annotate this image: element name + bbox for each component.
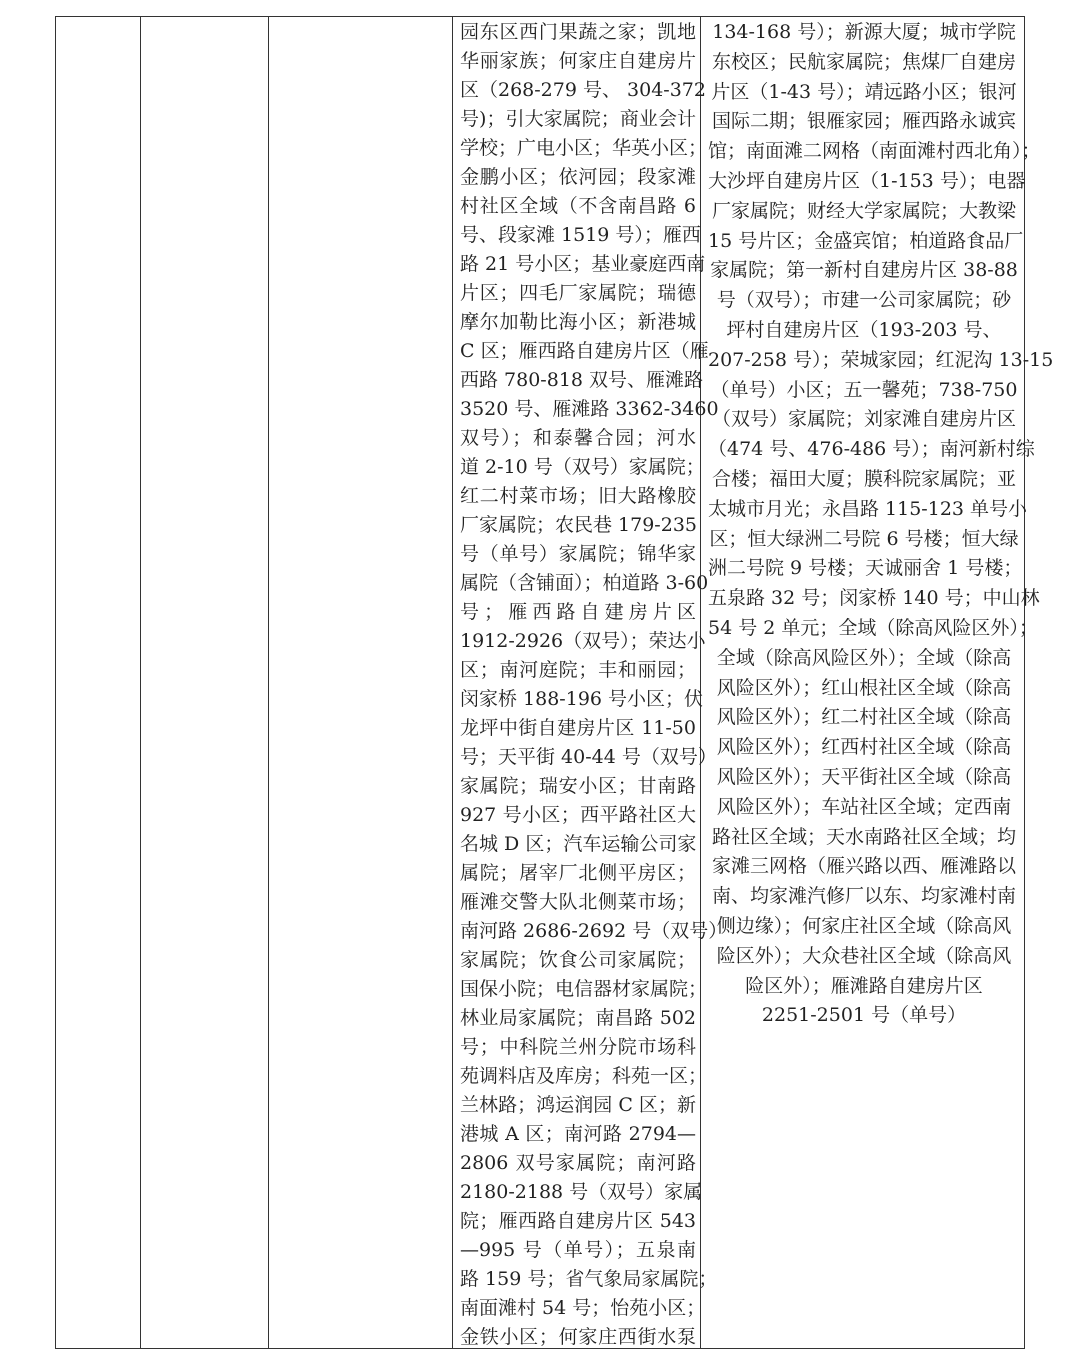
text-line: 东校区；民航家属院；焦煤厂自建房 xyxy=(711,50,1016,73)
text-line: 西路 780-818 双号、雁滩路 xyxy=(460,369,704,391)
text-line: 红二村菜市场；旧大路橡胶 xyxy=(460,485,696,507)
column-divider xyxy=(700,17,701,1348)
text-line: 号)；引大家属院；商业会计 xyxy=(460,108,696,130)
text-line: 15 号片区；金盛宾馆；柏道路食品厂 xyxy=(708,229,1024,252)
text-line: 风险区外）；天平街社区全域（除高 xyxy=(716,765,1012,788)
text-line: 家属院；瑞安小区；甘南路 xyxy=(460,775,696,797)
text-line: 风险区外）；红二村社区全域（除高 xyxy=(716,706,1012,729)
text-line: 厂家属院；农民巷 179-235 xyxy=(460,514,697,536)
text-line: 号；中科院兰州分院市场科 xyxy=(460,1036,696,1058)
cell-area-list-a xyxy=(460,18,728,1352)
text-line: 坪村自建房片区（193-203 号、 xyxy=(726,318,1002,341)
text-line: 风险区外）；车站社区全域；定西南 xyxy=(716,795,1012,818)
text-line: 207-258 号）；荣城家园；红泥沟 13-15 xyxy=(708,348,1054,371)
text-line: 国保小院；电信器材家属院； xyxy=(460,978,708,1000)
text-line: C 区；雁西路自建房片区（雁 xyxy=(460,340,709,362)
text-line: 属院；屠宰厂北侧平房区； xyxy=(460,862,696,884)
text-line: 风险区外）；红山根社区全域（除高 xyxy=(716,676,1012,699)
text-line: 家滩三网格（雁兴路以西、雁滩路以 xyxy=(711,855,1016,878)
text-line: 园东区西门果蔬之家；凯地 xyxy=(460,21,696,43)
column-divider xyxy=(140,17,141,1348)
text-line: 馆；南面滩二网格（南面滩村西北角）； xyxy=(708,140,1041,163)
column-divider xyxy=(452,17,453,1348)
text-line: 片区；四毛厂家属院；瑞德 xyxy=(460,282,696,304)
text-line: 南河路 2686-2692 号（双号） xyxy=(460,920,728,942)
text-line: —995 号（单号）；五泉南 xyxy=(460,1239,696,1261)
text-line: 太城市月光；永昌路 115-123 单号小 xyxy=(708,497,1028,520)
text-line: 金鹏小区；依河园；段家滩 xyxy=(460,166,696,188)
text-line: 3520 号、雁滩路 3362-3460 xyxy=(460,398,719,420)
text-line: 号（双号）；市建一公司家属院；砂 xyxy=(716,289,1012,312)
text-line: 号（单号）家属院；锦华家 xyxy=(460,543,696,565)
text-line: 村社区全域（不含南昌路 6 xyxy=(460,195,696,217)
text-line: 1912-2926（双号）；荣达小 xyxy=(460,630,706,652)
text-line: 家属院；饮食公司家属院； xyxy=(460,949,696,971)
text-line: 闵家桥 188-196 号小区；伏 xyxy=(460,688,704,710)
text-line: 南面滩村 54 号；怡苑小区； xyxy=(460,1297,706,1319)
text-line: 合楼；福田大厦；膜科院家属院；亚 xyxy=(711,467,1016,490)
text-line: 华丽家族；何家庄自建房片 xyxy=(460,50,696,72)
text-line: （单号）小区；五一馨苑；738-750 xyxy=(710,378,1018,401)
text-line: 区；南河庭院；丰和丽园； xyxy=(460,659,696,681)
text-line: 927 号小区；西平路社区大 xyxy=(460,804,696,826)
text-line: 2180-2188 号（双号）家属 xyxy=(460,1181,703,1203)
text-line: 路 159 号；省气象局家属院； xyxy=(460,1268,718,1290)
text-line: 南、均家滩汽修厂以东、均家滩村南 xyxy=(711,885,1016,908)
text-line: 54 号 2 单元；全域（除高风险区外）； xyxy=(708,616,1038,639)
text-line: 险区外）；雁滩路自建房片区 xyxy=(745,974,983,997)
text-line: 路 21 号小区；基业豪庭西南 xyxy=(460,253,706,275)
text-line: 侧边缘）；何家庄社区全域（除高风 xyxy=(716,914,1012,937)
text-line: 摩尔加勒比海小区；新港城 xyxy=(460,311,696,333)
text-line: 苑调料店及库房；科苑一区； xyxy=(460,1065,708,1087)
text-line: 属院（含铺面）；柏道路 3-60 xyxy=(460,572,709,594)
text-line: 片区（1-43 号）；靖远路小区；银河 xyxy=(711,80,1017,103)
text-line: 全域（除高风险区外）；全域（除高 xyxy=(716,646,1012,669)
text-line: 双号）；和泰馨合园；河水 xyxy=(460,427,696,449)
text-line: 名城 D 区；汽车运输公司家 xyxy=(460,833,697,855)
text-line: 国际二期；银雁家园；雁西路永诚宾 xyxy=(711,110,1016,133)
column-divider xyxy=(268,17,269,1348)
text-line: 兰林路；鸿运润园 C 区；新 xyxy=(460,1094,696,1116)
text-line: 险区外）；大众巷社区全域（除高风 xyxy=(716,944,1012,967)
text-line: 号；天平街 40-44 号（双号） xyxy=(460,746,717,768)
text-line: （双号）家属院；刘家滩自建房片区 xyxy=(711,408,1016,431)
text-line: 林业局家属院；南昌路 502 xyxy=(460,1007,696,1029)
text-line: 大沙坪自建房片区（1-153 号）；电器 xyxy=(708,169,1026,192)
text-line: 港城 A 区；南河路 2794— xyxy=(460,1123,696,1145)
text-line: 道 2-10 号（双号）家属院； xyxy=(460,456,705,478)
text-line: 区（268-279 号、 304-372 xyxy=(460,79,706,101)
text-line: 区；恒大绿洲二号院 6 号楼；恒大绿 xyxy=(709,527,1019,550)
text-line: 五泉路 32 号；闵家桥 140 号；中山林 xyxy=(708,587,1040,610)
text-line: 龙坪中街自建房片区 11-50 xyxy=(460,717,696,739)
text-line: 2806 双号家属院；南河路 xyxy=(460,1152,696,1174)
text-line: 2251-2501 号（单号） xyxy=(761,1004,967,1027)
text-line: 厂家属院；财经大学家属院；大教梁 xyxy=(711,199,1016,222)
text-line: 家属院；第一新村自建房片区 38-88 xyxy=(710,259,1018,282)
text-line: 134-168 号）；新源大厦；城市学院 xyxy=(712,21,1016,43)
text-line: 号、段家滩 1519 号）；雁西 xyxy=(460,224,701,246)
text-line: 金铁小区；何家庄西街水泵 xyxy=(460,1326,696,1348)
text-line: 风险区外）；红西村社区全域（除高 xyxy=(716,736,1012,759)
text-line: 学校；广电小区；华英小区； xyxy=(460,137,708,159)
text-line: 号；雁西路自建房片区 xyxy=(460,601,696,623)
text-line: （474 号、476-486 号）；南河新村综 xyxy=(708,438,1035,461)
text-line: 路社区全域；天水南路社区全域；均 xyxy=(711,825,1016,848)
text-line: 洲二号院 9 号楼；天诚丽舍 1 号楼； xyxy=(708,557,1023,580)
text-line: 雁滩交警大队北侧菜市场； xyxy=(460,891,696,913)
address-table xyxy=(55,16,1054,1349)
cell-area-list-b xyxy=(708,18,1054,1031)
text-line: 院；雁西路自建房片区 543 xyxy=(460,1210,696,1232)
